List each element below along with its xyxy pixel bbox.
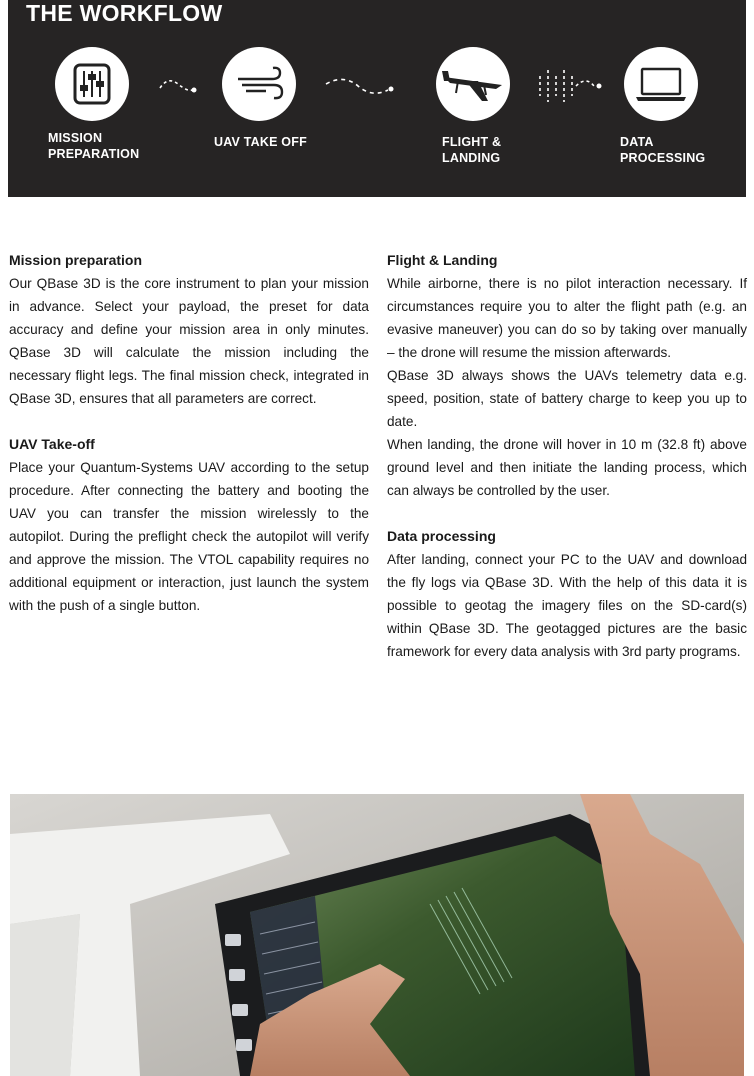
data-heading: Data processing [387,528,496,544]
dotted-connector [534,66,606,108]
mission-body: Our QBase 3D is the core instrument to plan your mission in advance. Select your payload, the preset for data accuracy and define your mission area in only minutes. QBase 3D will calculate the mission including the necessary flight legs. The final mission check, integrated in QBase 3D, ensures that all parameters are correct. [9,276,369,406]
laptop-icon [624,47,698,121]
right-column [387,249,747,686]
dotted-connector [158,74,200,98]
takeoff-body: Place your Quantum-Systems UAV according to the setup procedure. After connecting the battery and booting the UAV you can transfer the mission wirelessly to the autopilot. During the preflight check the autopilot will verify and approve the mission. The VTOL capability requires no additional equipment or interaction, just launch the system with the push of a single button. [9,460,369,613]
flight-heading: Flight & Landing [387,252,498,268]
airplane-icon [436,47,510,121]
step-data-processing [624,47,698,121]
dotted-connector [324,76,396,98]
flight-body-3: When landing, the drone will hover in 10 m (32.8 ft) above ground level and then initiate the landing process, which can always be controlled by the user. [387,437,747,498]
tablet-photo-illustration [10,794,744,1076]
mission-heading: Mission preparation [9,252,143,268]
step-uav-take-off [222,47,296,121]
wind-icon [222,47,296,121]
step-label-data: DATA PROCESSING [620,135,706,165]
banner-title: THE WORKFLOW [26,0,223,26]
takeoff-heading: UAV Take-off [9,436,95,452]
step-label-flight: FLIGHT & LANDING [442,135,502,165]
flight-body-1: While airborne, there is no pilot interaction necessary. If circumstances require you to alter the flight path (e.g. an evasive maneuver) you can do so by taking over manually – the drone will resume the mission afterwards. [387,276,747,360]
sliders-icon [55,47,129,121]
step-label-mission: MISSION PREPARATION [48,131,140,161]
step-label-takeoff: UAV TAKE OFF [214,135,307,149]
left-column [9,249,369,640]
step-mission-preparation [55,47,129,121]
tablet-photo [10,794,744,1076]
workflow-banner [8,0,746,197]
flight-body-2: QBase 3D always shows the UAVs telemetry data e.g. speed, position, state of battery charge to keep you up to date. [387,368,747,429]
step-flight-landing [436,47,510,121]
data-body: After landing, connect your PC to the UAV and download the fly logs via QBase 3D. With the help of this data it is possible to geotag the imagery files on the SD-card(s) within QBase 3D. The geotagged pictures are the basic framework for every data analysis with 3rd party programs. [387,552,747,659]
